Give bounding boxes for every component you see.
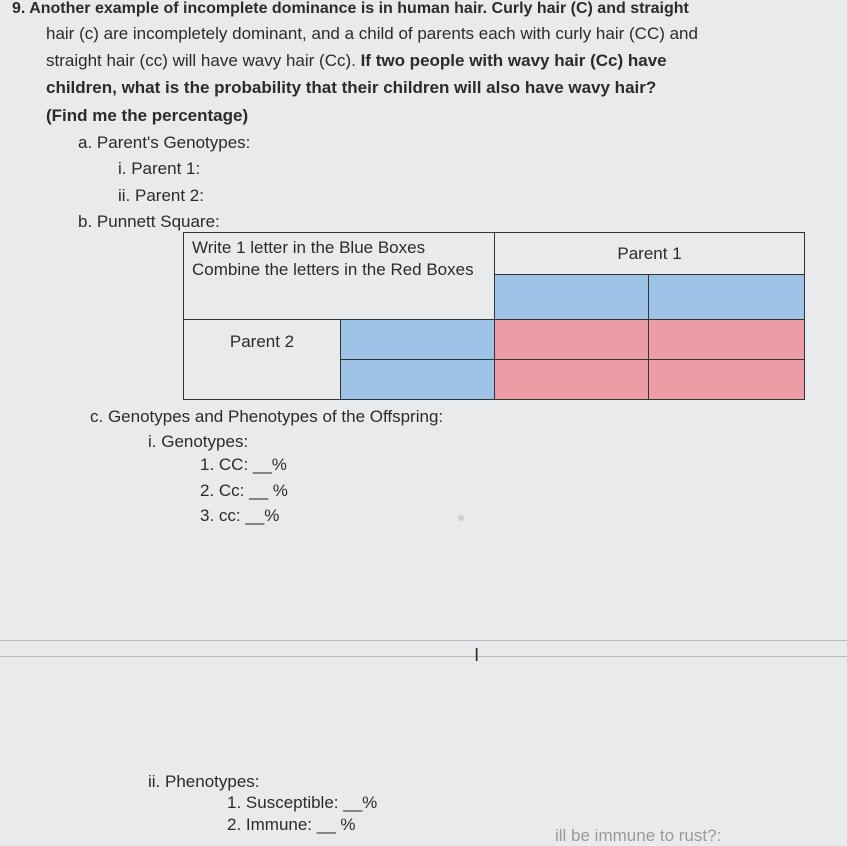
genotypes-label: i. Genotypes: (148, 432, 249, 451)
parent-1-allele-box-1[interactable] (495, 275, 649, 320)
section-a-label: a. Parent's Genotypes: (78, 133, 251, 152)
parent-1-header: Parent 1 (495, 233, 805, 275)
question-line-3-bold: If two people with wavy hair (Cc) have (355, 51, 667, 70)
offspring-box-4[interactable] (649, 360, 805, 400)
instruction-red: Combine the letters in the Red Boxes (192, 260, 474, 279)
punnett-instructions (184, 233, 495, 320)
genotype-cc-recessive: 3. cc: __% (200, 506, 280, 525)
divider-top (0, 640, 847, 641)
offspring-box-1[interactable] (495, 320, 649, 360)
offspring-box-2[interactable] (649, 320, 805, 360)
smudge-dot (458, 515, 464, 521)
instruction-blue: Write 1 letter in the Blue Boxes (192, 238, 426, 257)
parent-2-allele-box-1[interactable] (341, 320, 495, 360)
text-cursor-icon: I (474, 645, 480, 666)
genotype-cc-heterozygous: 2. Cc: __ % (200, 481, 288, 500)
parent-1-label: i. Parent 1: (118, 159, 201, 178)
parent-2-header: Parent 2 (184, 320, 341, 400)
question-line-5: (Find me the percentage) (46, 106, 249, 125)
cut-off-question-text: ill be immune to rust?: (555, 826, 722, 845)
question-line-1: 9. Another example of incomplete dominance is in human hair. Curly hair (C) and straight (12, 0, 689, 17)
parent-2-label: ii. Parent 2: (118, 186, 204, 205)
divider-bottom (0, 656, 847, 657)
parent-2-allele-box-2[interactable] (341, 360, 495, 400)
section-b-label: b. Punnett Square: (78, 212, 220, 231)
punnett-square (183, 232, 805, 400)
question-line-3 (46, 51, 667, 71)
phenotype-susceptible: 1. Susceptible: __% (227, 793, 378, 812)
question-line-3-plain: straight hair (cc) will have wavy hair (Cc). (46, 51, 356, 70)
parent-1-allele-box-2[interactable] (649, 275, 805, 320)
question-line-2: hair (c) are incompletely dominant, and a child of parents each with curly hair (CC) and (46, 24, 698, 43)
offspring-box-3[interactable] (495, 360, 649, 400)
phenotype-immune: 2. Immune: __ % (227, 815, 356, 834)
question-line-4: children, what is the probability that their children will also have wavy hair? (46, 78, 657, 97)
genotype-cc-homozygous: 1. CC: __% (200, 455, 287, 474)
section-c-label: c. Genotypes and Phenotypes of the Offspring: (90, 407, 444, 426)
phenotypes-label: ii. Phenotypes: (148, 772, 260, 791)
